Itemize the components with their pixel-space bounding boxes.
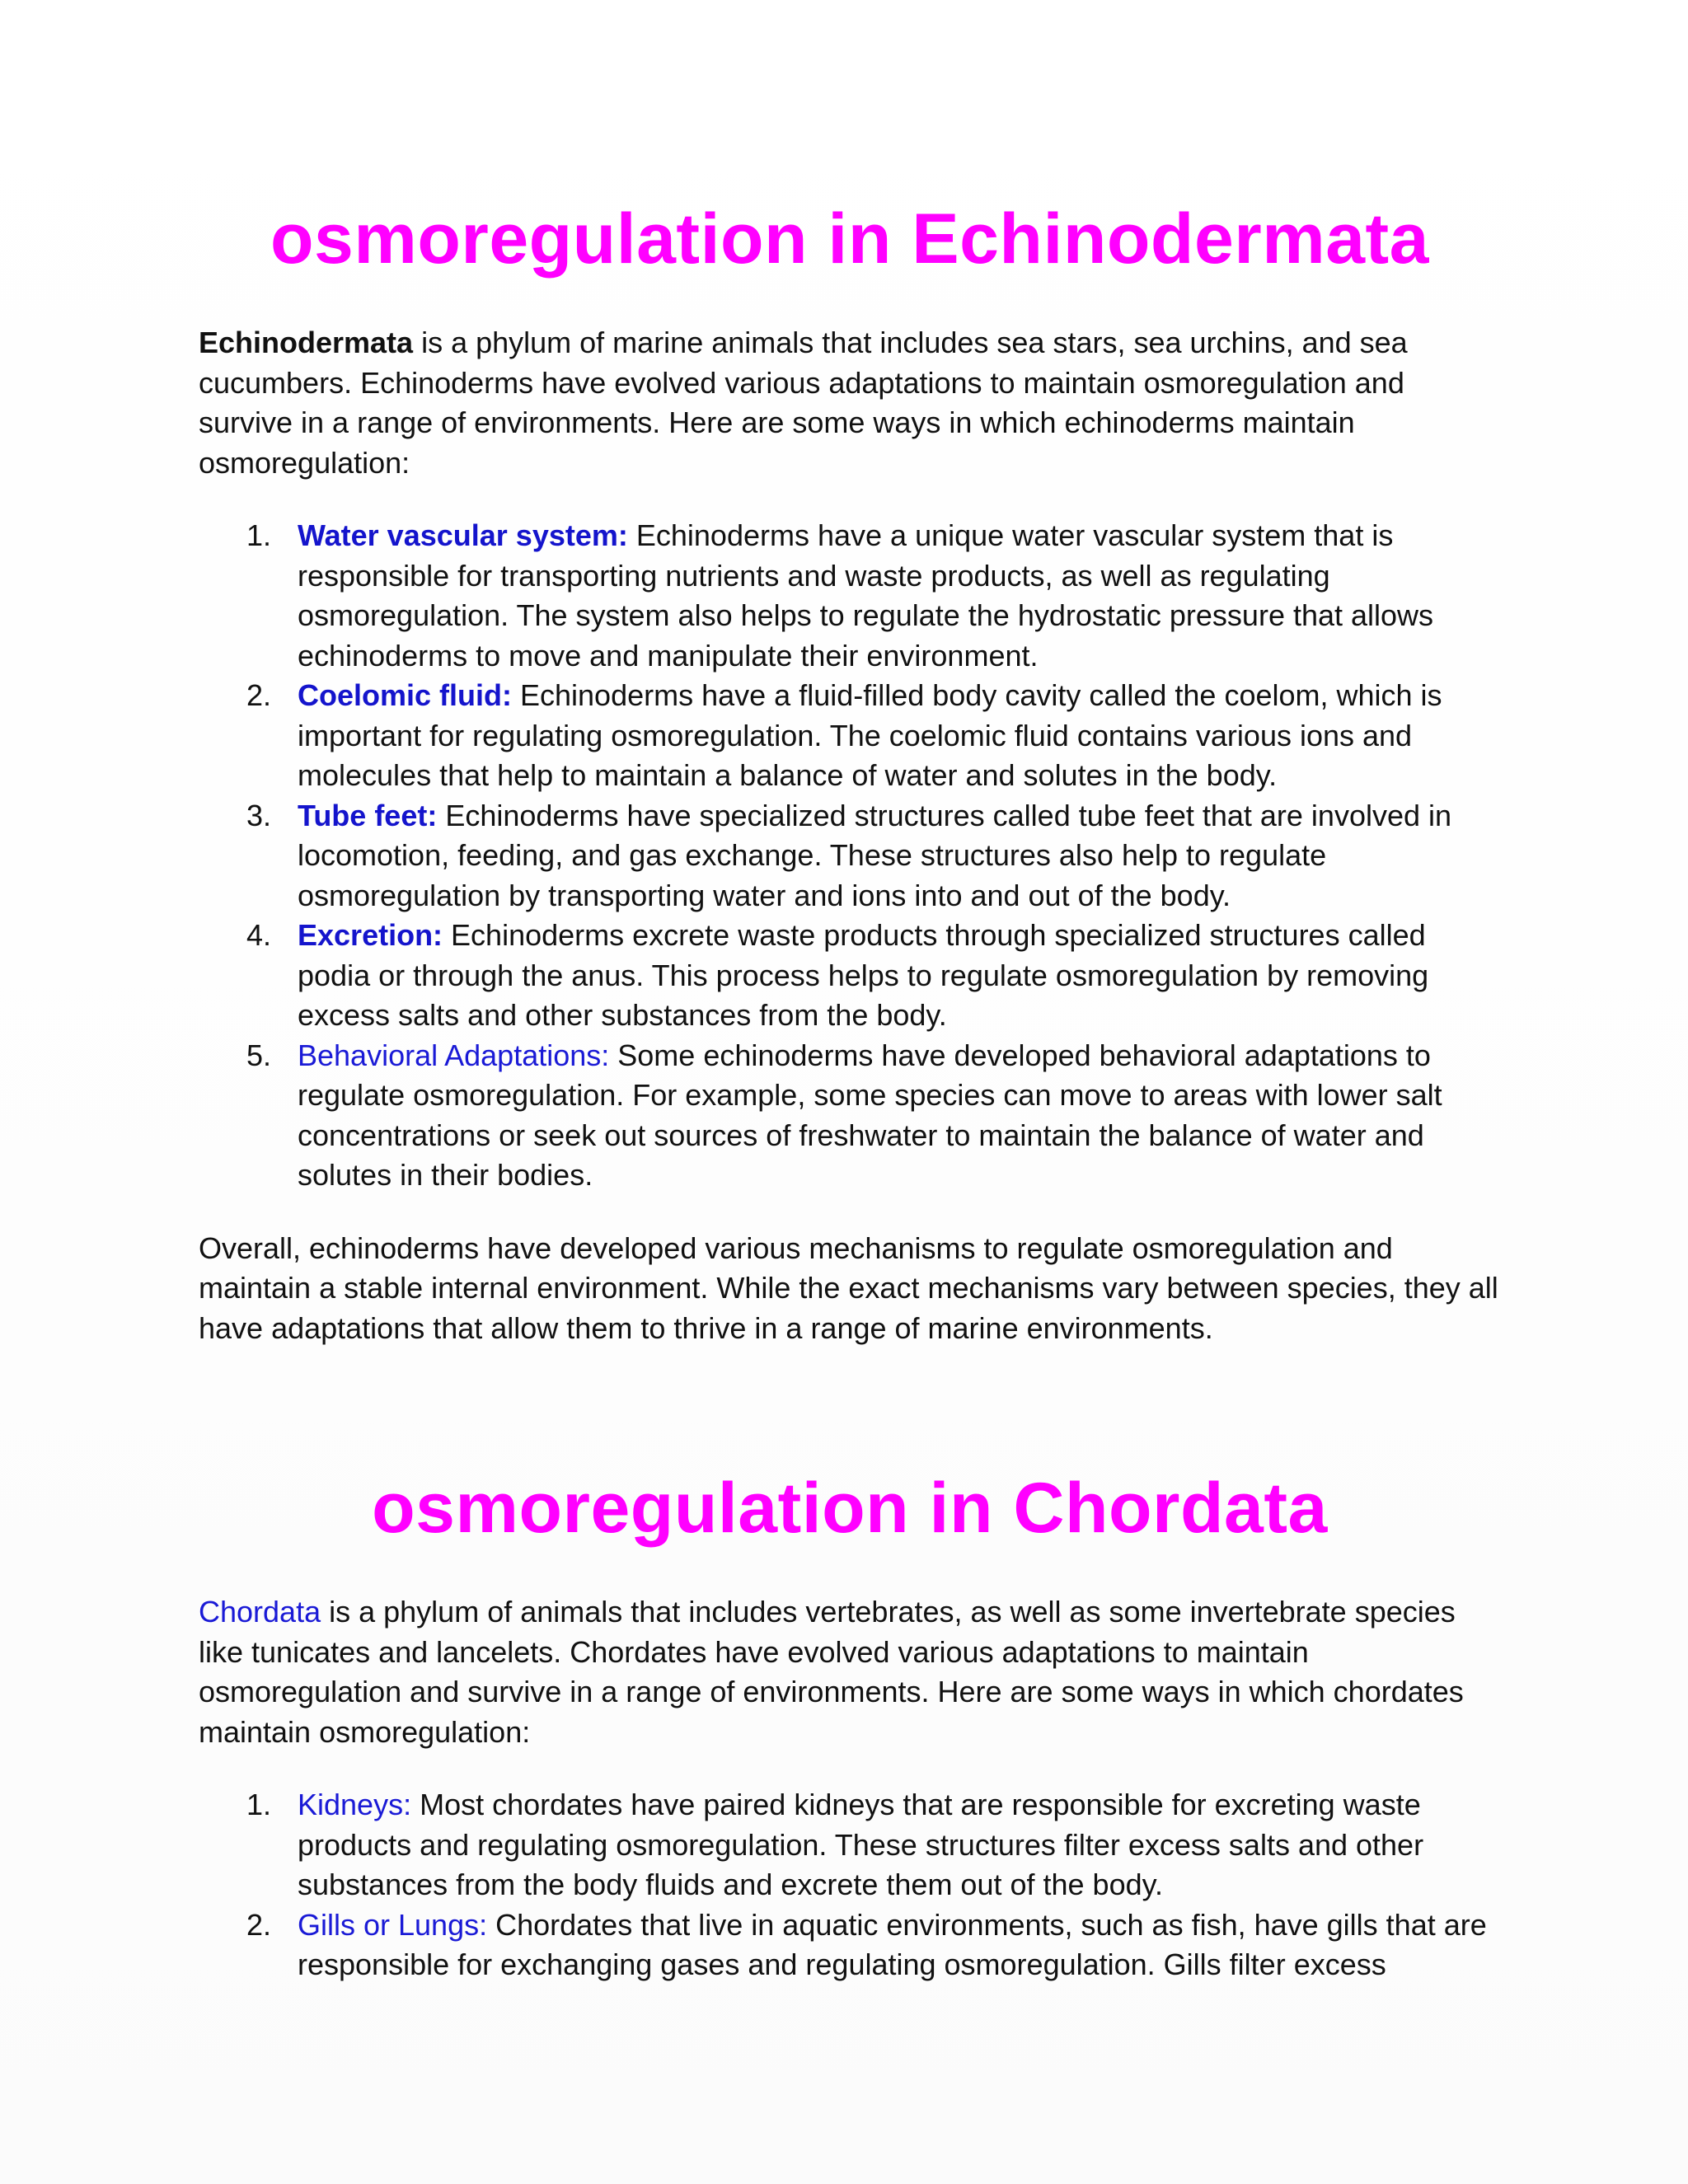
echinodermata-list	[199, 516, 1501, 1196]
echinodermata-term: Echinodermata	[199, 326, 414, 359]
list-text: Some echinoderms have developed behavioral adaptations to regulate osmoregulation. For example, some species can move to areas with lower salt concentrations or seek out sources of freshwater to maintain the balance of water and solutes in their bodies.	[298, 1038, 1442, 1192]
list-term: Water vascular system:	[298, 518, 628, 552]
list-text: Echinoderms have specialized structures called tube feet that are involved in locomotion, feeding, and gas exchange. These structures also help to regulate osmoregulation by transporting water and ions into and out of the body.	[298, 798, 1452, 912]
chordata-term: Chordata	[199, 1595, 321, 1629]
list-item	[199, 796, 1501, 916]
echinodermata-intro-text: is a phylum of marine animals that includes sea stars, sea urchins, and sea cucumbers. Echinoderms have evolved various adaptations to maintain osmoregulation and survive in a range of environments. Here are some ways in which echinoderms maintain osmoregulation:	[199, 326, 1408, 480]
chordata-list	[199, 1785, 1501, 1985]
list-item	[199, 516, 1501, 676]
echinodermata-conclusion: Overall, echinoderms have developed various mechanisms to regulate osmoregulation and maintain a stable internal environment. While the exact mechanisms vary between species, they all have adaptations that allow them to thrive in a range of marine environments.	[199, 1230, 1498, 1345]
list-text: Chordates that live in aquatic environments, such as fish, have gills that are responsible for exchanging gases and regulating osmoregulation. Gills filter excess	[298, 1907, 1487, 1981]
list-term: Kidneys:	[298, 1788, 412, 1821]
list-number: 1.	[246, 1788, 272, 1821]
chordata-intro	[199, 1592, 1501, 1752]
chordata-heading: osmoregulation in Chordata	[372, 1469, 1328, 1548]
list-number: 1.	[246, 518, 272, 552]
list-item	[199, 916, 1501, 1036]
list-term: Tube feet:	[298, 798, 438, 832]
list-item	[199, 1036, 1501, 1196]
echinodermata-heading: osmoregulation in Echinodermata	[270, 199, 1430, 279]
list-number: 2.	[246, 1907, 272, 1942]
list-text: Echinoderms excrete waste products through specialized structures called podia or through the anus. This process helps to regulate osmoregulation by removing excess salts and other substances from the body.	[298, 918, 1429, 1032]
list-text: Echinoderms have a fluid-filled body cavity called the coelom, which is important for regulating osmoregulation. The coelomic fluid contains various ions and molecules that help to maintain a balance of water and solutes in the body.	[298, 678, 1442, 792]
list-term: Excretion:	[298, 918, 443, 952]
list-number: 2.	[246, 678, 272, 712]
echinodermata-intro	[199, 323, 1501, 483]
list-term: Gills or Lungs:	[298, 1907, 488, 1942]
list-item	[199, 1785, 1501, 1905]
document-content	[199, 191, 1501, 1985]
list-number: 5.	[246, 1038, 272, 1072]
list-number: 3.	[246, 798, 272, 832]
list-text: Most chordates have paired kidneys that are responsible for excreting waste products and regulating osmoregulation. These structures filter excess salts and other substances from the body fluids and excrete them out of the body.	[298, 1788, 1424, 1901]
list-term: Coelomic fluid:	[298, 678, 512, 712]
list-number: 4.	[246, 918, 272, 952]
chordata-intro-text: is a phylum of animals that includes vertebrates, as well as some invertebrate species like tunicates and lancelets. Chordates have evolved various adaptations to maintain osmoregulation and survive in a range of environments. Here are some ways in which chordates maintain osmoregulation:	[199, 1595, 1464, 1749]
list-item	[199, 1905, 1501, 1985]
list-text: Echinoderms have a unique water vascular system that is responsible for transporting nutrients and waste products, as well as regulating osmoregulation. The system also helps to regulate the hydrostatic pressure that allows echinoderms to move and manipulate their environment.	[298, 518, 1434, 673]
list-term: Behavioral Adaptations:	[298, 1038, 610, 1072]
list-item	[199, 676, 1501, 796]
